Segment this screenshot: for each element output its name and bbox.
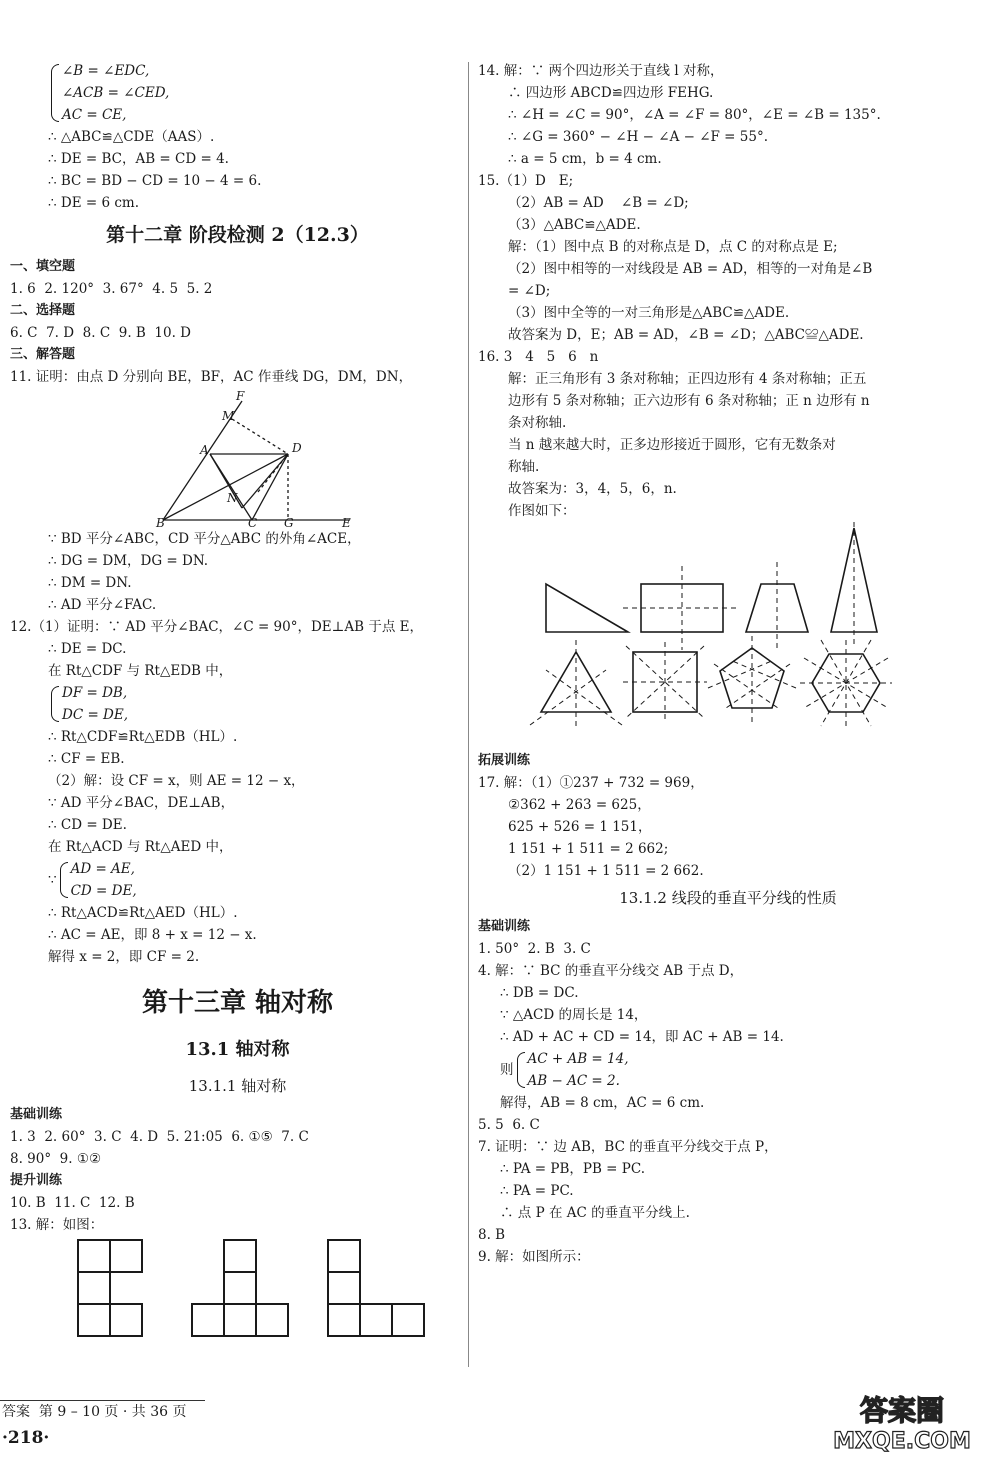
text-line: ∵ AD 平分∠BAC，DE⊥AB， — [48, 795, 235, 811]
question-15: 15.（1）D E; — [478, 173, 574, 189]
text-line: （2）1 151 + 1 511 = 2 662. — [508, 863, 704, 879]
text-line: ∴ PA = PC. — [500, 1183, 574, 1199]
text-line: （3）△ABC≌△ADE. — [508, 217, 641, 233]
page-footer — [0, 1400, 205, 1423]
text-line: CD = DE, — [70, 883, 137, 899]
figure-q11-diagram — [10, 388, 465, 528]
text-line: 条对称轴. — [508, 415, 567, 431]
text-line: 作图如下： — [508, 503, 576, 519]
answer-line: 6. C 7. D 8. C 9. B 10. D — [10, 325, 192, 341]
equation-system — [514, 1048, 629, 1092]
text-line: （2）AB = AD ∠B = ∠D; — [508, 195, 689, 211]
text-line: 边形有 5 条对称轴；正六边形有 6 条对称轴；正 n 边形有 n — [508, 393, 870, 409]
text-line: ∴ CD = DE. — [48, 817, 127, 833]
section-heading: 三、解答题 — [10, 347, 76, 362]
text-line: 在 Rt△CDF 与 Rt△EDB 中， — [48, 663, 233, 679]
congruence-conditions — [48, 60, 465, 126]
point-label: G — [284, 516, 294, 528]
text-line: ∴ DE = DC. — [48, 641, 127, 657]
question-13: 13. 解：如图： — [10, 1217, 104, 1233]
text-line: ∴ DE = 6 cm. — [48, 195, 139, 211]
text-line: DC = DE, — [62, 707, 129, 723]
basic-training-heading: 基础训练 — [10, 1107, 63, 1122]
text-line: ∠B = ∠EDC, — [62, 63, 150, 79]
question-9: 9. 解：如图所示： — [478, 1249, 590, 1265]
text-line: DF = DB, — [62, 685, 128, 701]
question-4: 4. 解：∵ BC 的垂直平分线交 AB 于点 D， — [478, 963, 744, 979]
question-7: 7. 证明：∵ 边 AB，BC 的垂直平分线交于点 P， — [478, 1139, 778, 1155]
answer-line: 8. B — [478, 1227, 506, 1243]
watermark-bottom-text: MXQE.COM — [833, 1429, 971, 1452]
chapter13-title: 第十三章 轴对称 — [141, 988, 334, 1018]
answer-line: 1. 50° 2. B 3. C — [478, 941, 591, 957]
section-heading: 二、选择题 — [10, 303, 76, 318]
text-line: ∴ AD 平分∠FAC. — [48, 597, 157, 613]
question-11: 11. 证明：由点 D 分别向 BE，BF，AC 作垂线 DG，DM，DN， — [10, 369, 413, 385]
text-line: ∵ △ACD 的周长是 14， — [500, 1007, 648, 1023]
text-line: ∴ PA = PB，PB = PC. — [500, 1161, 645, 1177]
watermark-logo — [812, 1392, 992, 1452]
question-16: 16. 3 4 5 6 n — [478, 349, 599, 365]
point-label: E — [342, 516, 351, 528]
text-line: 故答案为 D，E；AB = AD，∠B = ∠D；△ABC≌△ADE. — [508, 327, 864, 343]
text-line: 解：正三角形有 3 条对称轴；正四边形有 4 条对称轴；正五 — [508, 371, 867, 387]
footer-text: 答案 第 9 – 10 页 · 共 36 页 — [2, 1404, 187, 1420]
right-column — [478, 60, 978, 1268]
text-line: AC + AB = 14, — [527, 1051, 629, 1067]
text-line: 解得 x = 2，即 CF = 2. — [48, 949, 200, 965]
text-line: （2）解：设 CF = x，则 AE = 12 − x， — [48, 773, 305, 789]
answer-line: 1. 6 2. 120° 3. 67° 4. 5 5. 2 — [10, 281, 213, 297]
text-line: 解得，AB = 8 cm，AC = 6 cm. — [500, 1095, 705, 1111]
basic-training-heading: 基础训练 — [478, 919, 531, 934]
improve-training-heading: 提升训练 — [10, 1173, 63, 1188]
text-line: ∴ DG = DM，DG = DN. — [48, 553, 209, 569]
question-17: 17. 解：（1）①237 + 732 = 969， — [478, 775, 704, 791]
left-column — [10, 60, 465, 1346]
text-line: （3）图中全等的一对三角形是△ABC≌△ADE. — [508, 305, 790, 321]
text-line: （2）图中相等的一对线段是 AB = AD，相等的一对角是∠B — [508, 261, 873, 277]
text-line: ∴ ∠G = 360° − ∠H − ∠A − ∠F = 55°. — [508, 129, 769, 145]
section-heading: 一、填空题 — [10, 259, 76, 274]
point-label: F — [236, 389, 245, 403]
text-line: ∴ DE = BC，AB = CD = 4. — [48, 151, 229, 167]
point-label: D — [292, 441, 302, 455]
then-label: 则 — [500, 1062, 514, 1078]
question-14: 14. 解：∵ 两个四边形关于直线 l 对称， — [478, 63, 724, 79]
section-13-1-title: 13.1 轴对称 — [185, 1039, 290, 1060]
text-line: = ∠D; — [508, 283, 551, 299]
point-label: B — [156, 516, 165, 528]
question-12: 12.（1）证明：∵ AD 平分∠BAC，∠C = 90°，DE⊥AB 于点 E， — [10, 619, 423, 635]
text-line: ∴ CF = EB. — [48, 751, 125, 767]
point-label: N — [227, 491, 238, 505]
text-line: ∴ Rt△ACD≌Rt△AED（HL）. — [48, 905, 238, 921]
text-line: 解：（1）图中点 B 的对称点是 D，点 C 的对称点是 E; — [508, 239, 838, 255]
because-symbol: ∵ — [48, 872, 57, 888]
text-line: 在 Rt△ACD 与 Rt△AED 中， — [48, 839, 233, 855]
text-line: 1 151 + 1 511 = 2 662; — [508, 841, 669, 857]
answer-line: 10. B 11. C 12. B — [10, 1195, 135, 1211]
text-line: ∴ 点 P 在 AC 的垂直平分线上. — [500, 1205, 690, 1221]
text-line: 625 + 526 = 1 151， — [508, 819, 652, 835]
text-line: ∴ a = 5 cm，b = 4 cm. — [508, 151, 662, 167]
text-line: ∴ 四边形 ABCD≌四边形 FEHG. — [508, 85, 714, 101]
text-line: ∴ ∠H = ∠C = 90°，∠A = ∠F = 80°，∠E = ∠B = 135°. — [508, 107, 881, 123]
point-label: A — [200, 443, 209, 457]
text-line: 故答案为：3，4，5，6，n. — [508, 481, 677, 497]
figure-q13-grid-shapes — [10, 1236, 465, 1346]
answer-line: 8. 90° 9. ①② — [10, 1151, 102, 1167]
text-line: ∴ Rt△CDF≌Rt△EDB（HL）. — [48, 729, 238, 745]
column-divider — [468, 62, 469, 1367]
text-line: ∠ACB = ∠CED, — [62, 85, 170, 101]
text-line: ∴ DB = DC. — [500, 985, 579, 1001]
hl-conditions — [57, 858, 137, 902]
text-line: 称轴. — [508, 459, 540, 475]
text-line: ∴ DM = DN. — [48, 575, 132, 591]
section-13-1-2-title: 13.1.2 线段的垂直平分线的性质 — [619, 889, 837, 907]
text-line: ∴ AC = AE，即 8 + x = 12 − x. — [48, 927, 257, 943]
text-line: ∵ BD 平分∠ABC，CD 平分△ABC 的外角∠ACE， — [48, 531, 361, 547]
point-label: C — [248, 516, 258, 528]
answer-line: 1. 3 2. 60° 3. C 4. D 5. 21:05 6. ①⑤ 7. C — [10, 1129, 309, 1145]
text-line: ∴ BC = BD − CD = 10 − 4 = 6. — [48, 173, 262, 189]
expand-training-heading: 拓展训练 — [478, 753, 531, 768]
hl-conditions — [48, 682, 465, 726]
text-line: ∴ AD + AC + CD = 14，即 AC + AB = 14. — [500, 1029, 784, 1045]
chapter12-title: 第十二章 阶段检测 2（12.3） — [106, 224, 369, 246]
section-13-1-1-title: 13.1.1 轴对称 — [188, 1077, 287, 1095]
text-line: AC = CE, — [62, 107, 127, 123]
text-line: ②362 + 263 = 625， — [508, 797, 651, 813]
answer-line: 5. 5 6. C — [478, 1117, 540, 1133]
text-line: ∴ △ABC≌△CDE（AAS）. — [48, 129, 215, 145]
watermark-top-text: 答案圈 — [859, 1394, 945, 1427]
text-line: 当 n 越来越大时，正多边形接近于圆形，它有无数条对 — [508, 437, 836, 453]
page-number: ·218· — [2, 1428, 50, 1448]
text-line: AB − AC = 2. — [527, 1073, 620, 1089]
point-label: M — [222, 409, 235, 423]
text-line: AD = AE, — [70, 861, 135, 877]
figure-q16-symmetry-axes — [478, 522, 978, 750]
